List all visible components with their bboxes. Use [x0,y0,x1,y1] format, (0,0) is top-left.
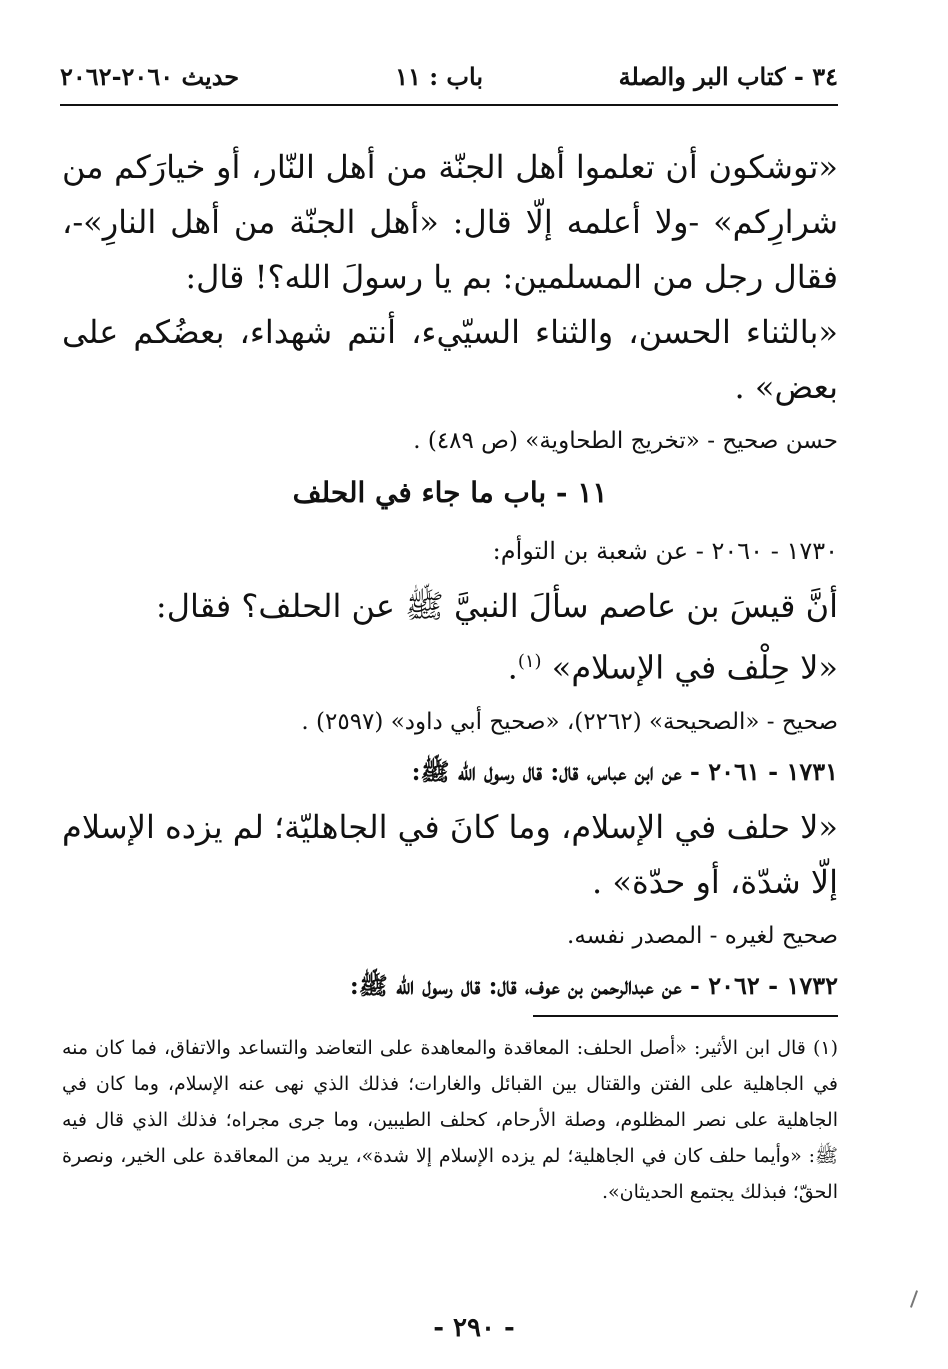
header-divider [60,104,838,106]
chapter-heading: ١١ - باب ما جاء في الحلف [292,476,608,509]
hadith-1730-isnad: ١٧٣٠ - ٢٠٦٠ - عن شعبة بن التوأم: [492,537,838,565]
footnotes [62,1030,838,1210]
hadith-1730-quote-line: «لا حِلْف في الإسلام» $^{(١)}$. [507,648,838,687]
scan-mark [910,1290,918,1308]
page-number: - ٢٩٠ - [433,1313,515,1343]
header-book-title: ٣٤ - كتاب البر والصلة [618,62,838,91]
footnote-ref: (١) [517,651,542,672]
hadith-1730-text: أنَّ قيسَ بن عاصم سألَ النبيَّ ﷺ عن الحلف؟ فقال: [155,587,838,625]
hadith-1731-isnad: ١٧٣١ - ٢٠٦١ - عن ابن عباس، قال: قال رسول الله ﷺ: [411,756,838,786]
hadith-1730-grade: صحيح - «الصحيحة» (٢٢٦٢)، «صحيح أبي داود» (٢٥٩٧) . [301,708,838,735]
hadith-1731-grade: صحيح لغيره - المصدر نفسه. [567,922,838,949]
continued-hadith-text: «توشكون أن تعلموا أهل الجنّة من أهل النّار، أو خيارَكم من شرارِكم» -ولا أعلمه إلّا قال: «أهل الجنّة من أهل النارِ»-، فقال رجل من المسلمين: بم يا رسولَ الله؟! قال: [62,148,839,296]
footnote-divider [533,1015,838,1017]
hadith-1730-quote: «لا حِلْف في الإسلام» [551,648,838,687]
hadith-1731-text: «لا حلف في الإسلام، وما كانَ في الجاهليّة؛ لم يزده الإسلام إلّا شدّة، أو حدّة» . [62,807,838,901]
hadith-1732-isnad: ١٧٣٢ - ٢٠٦٢ - عن عبدالرحمن بن عوف، قال: قال رسول الله ﷺ: [349,970,838,1000]
main-text [62,140,838,1014]
header-chapter-number: باب : ١١ [395,62,483,91]
header-hadith-range: حديث ٢٠٦٠-٢٠٦٢ [60,62,240,91]
continued-hadith-answer: «بالثناء الحسن، والثناء السيّيء، أنتم شهداء، بعضُكم على بعض» . [62,313,839,406]
continued-hadith-grade: حسن صحيح - «تخريج الطحاوية» (ص ٤٨٩) . [413,428,838,454]
footnote-1: (١) قال ابن الأثير: «أصل الحلف: المعاقدة والمعاهدة على التعاضد والتساعد والاتفاق، فما كان منه في الجاهلية على الفتن والقتال بين القبائل والغارات؛ فذلك الذي نهى عنه الإسلام، وما كان في الجاهلية على نصر المظلوم، وصلة الأرحام، كحلف الطيبين، وما جرى مجراه؛ فذلك الذي قال فيه ﷺ: «وأيما حلف كان في الجاهلية؛ لم يزده الإسلام إلا شدة»، يريد من المعاقدة على الخير، ونصرة الحقّ؛ فبذلك يجتمع الحديثان». [62,1037,838,1203]
running-header [60,62,838,102]
